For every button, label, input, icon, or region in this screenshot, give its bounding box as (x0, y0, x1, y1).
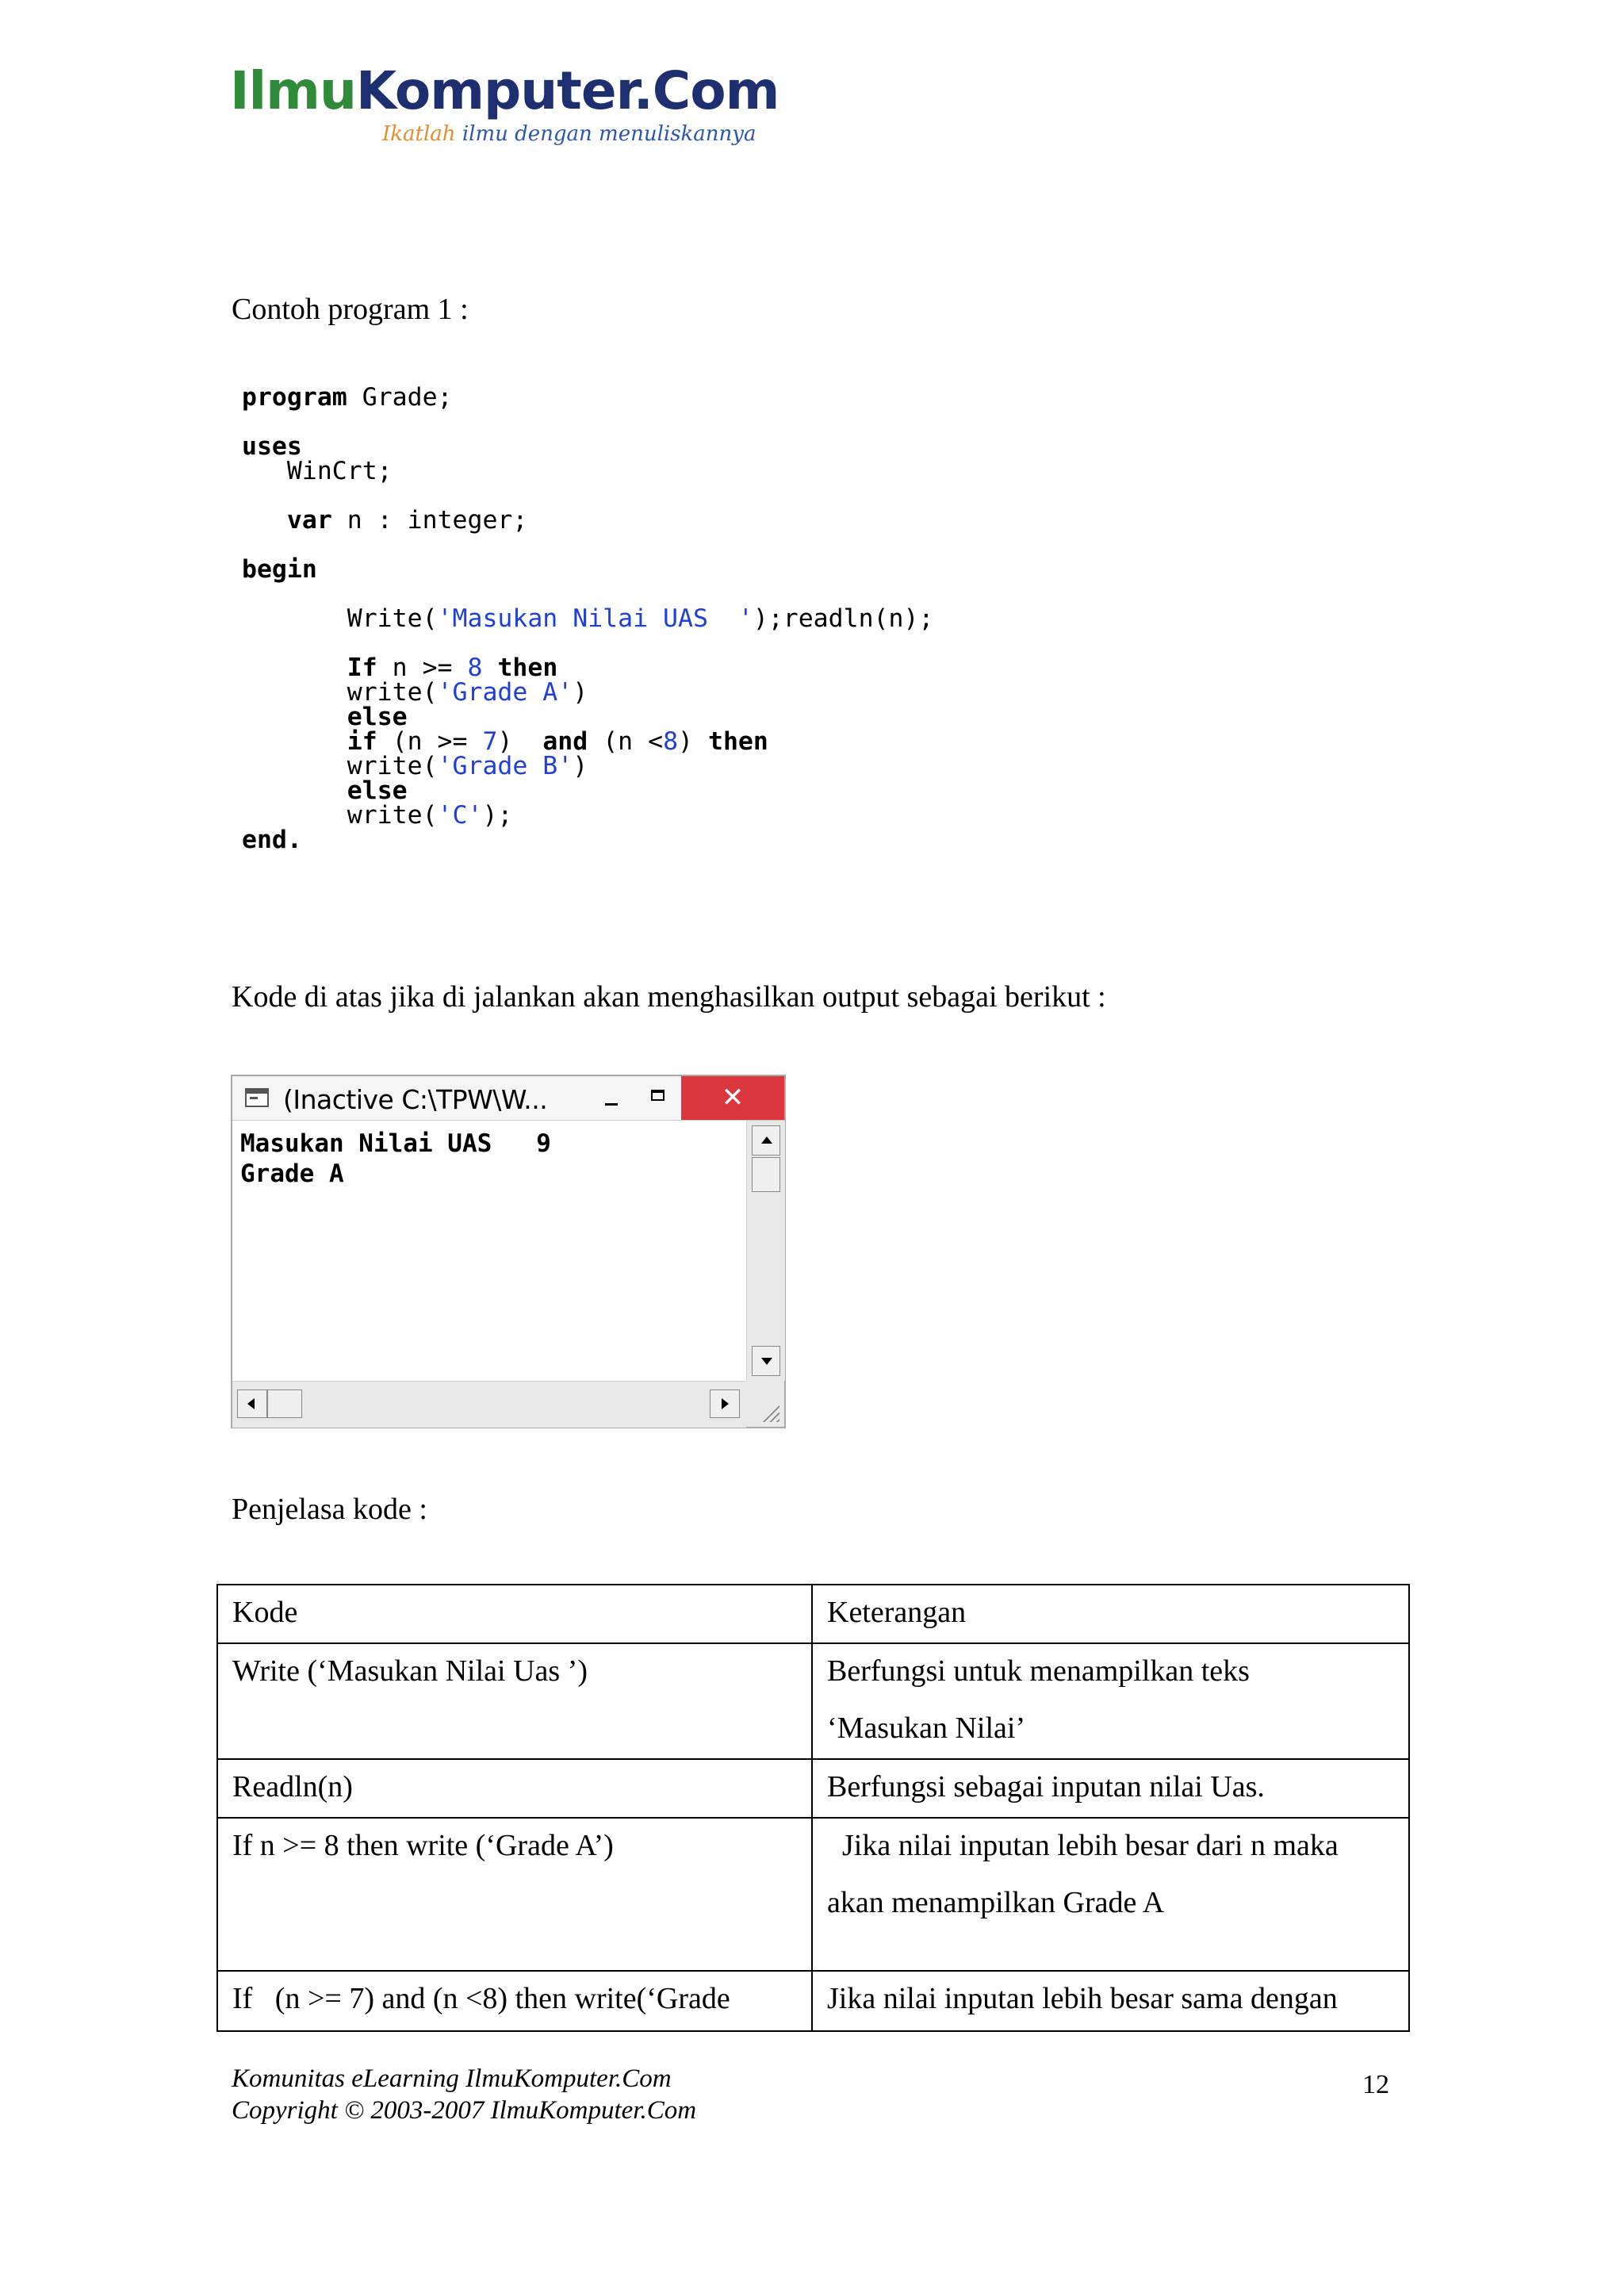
close-button[interactable] (681, 1076, 784, 1120)
code-text: ) (497, 727, 543, 756)
table-header-row (217, 1585, 1409, 1643)
cell-keterangan: Berfungsi untuk menampilkan teks ‘Masukan Nilai’ (827, 1654, 1250, 1745)
intro-label: Contoh program 1 : (232, 293, 469, 326)
code-text: (n < (588, 727, 664, 756)
code-keyword: end. (242, 826, 302, 854)
code-text: write( (242, 678, 438, 707)
explanation-label: Penjelasa kode : (232, 1493, 427, 1526)
cell-kode: If n >= 8 then write (‘Grade A’) (232, 1829, 614, 1862)
code-text: n : integer; (331, 506, 528, 535)
scroll-down-arrow-icon[interactable] (752, 1346, 780, 1376)
logo-tagline (382, 122, 756, 146)
vertical-scrollbar[interactable] (746, 1121, 785, 1381)
console-window (231, 1075, 786, 1428)
resize-grip-icon[interactable] (746, 1381, 784, 1427)
table-row (217, 1643, 1409, 1759)
code-number: 7 (482, 727, 498, 756)
horizontal-scrollbar[interactable] (232, 1381, 746, 1428)
footer-copyright: Copyright © 2003-2007 IlmuKomputer.Com (232, 2096, 697, 2125)
cell-kode: Readln(n) (232, 1770, 353, 1803)
table-row (217, 1759, 1409, 1818)
table-header-cell (217, 1585, 812, 1643)
cell-keterangan: Berfungsi sebagai inputan nilai Uas. (827, 1770, 1265, 1803)
horizontal-scroll-thumb[interactable] (267, 1389, 302, 1418)
explanation-table (216, 1584, 1410, 2032)
table-cell (217, 1643, 812, 1759)
code-indent (242, 506, 287, 535)
header-keterangan: Keterangan (827, 1596, 967, 1629)
site-logo (230, 60, 779, 160)
code-string: 'Grade A' (437, 678, 573, 707)
code-listing (242, 385, 933, 853)
code-string: 'Masukan Nilai UAS ' (437, 604, 753, 633)
code-text: ); (482, 801, 513, 830)
code-keyword: program (242, 383, 347, 412)
table-header-cell (812, 1585, 1409, 1643)
cell-keterangan: Jika nilai inputan lebih besar dari n maka akan menampilkan Grade A (827, 1829, 1339, 1919)
maximize-button[interactable] (635, 1076, 681, 1120)
code-text: n >= (377, 654, 468, 682)
code-text: (n >= (377, 727, 483, 756)
scroll-up-arrow-icon[interactable] (752, 1125, 780, 1156)
code-text: ) (573, 678, 588, 707)
code-text: ) (678, 727, 708, 756)
table-cell (812, 1818, 1409, 1971)
scroll-right-arrow-icon[interactable] (710, 1389, 740, 1418)
logo-title (230, 60, 779, 121)
code-keyword: begin (242, 555, 317, 584)
output-intro: Kode di atas jika di jalankan akan menghasilkan output sebagai berikut : (232, 980, 1106, 1014)
code-text: Write( (242, 604, 438, 633)
footer-community: Komunitas eLearning IlmuKomputer.Com (232, 2064, 672, 2093)
code-text: write( (242, 801, 438, 830)
code-keyword: else (347, 776, 408, 805)
logo-tagline-ikatlah: Ikatlah (382, 122, 462, 146)
close-icon: ✕ (721, 1082, 745, 1114)
code-keyword: uses (242, 432, 302, 461)
console-window-icon[interactable] (245, 1088, 269, 1107)
code-string: 'C' (437, 801, 483, 830)
console-titlebar[interactable] (232, 1076, 784, 1121)
console-output-text: Masukan Nilai UAS 9 Grade A (240, 1129, 551, 1188)
logo-title-ilmu: Ilmu (230, 60, 356, 121)
page-number: 12 (1362, 2070, 1389, 2099)
console-title: (Inactive C:\TPW\W... (283, 1084, 548, 1115)
table-cell (812, 1759, 1409, 1818)
table-row (217, 1818, 1409, 1971)
code-number: 8 (663, 727, 679, 756)
logo-tagline-rest: ilmu dengan menuliskannya (462, 122, 756, 146)
table-cell (217, 1818, 812, 1971)
code-text: ) (573, 752, 588, 780)
code-number: 8 (467, 654, 483, 682)
header-kode: Kode (232, 1596, 298, 1629)
code-keyword: var (286, 506, 332, 535)
code-text: write( (242, 752, 438, 780)
scroll-left-arrow-icon[interactable] (237, 1389, 267, 1418)
table-cell (217, 1759, 812, 1818)
code-text: );readln(n); (753, 604, 934, 633)
code-text: WinCrt; (242, 457, 393, 485)
code-keyword: then (497, 654, 558, 682)
code-keyword: If (347, 654, 377, 682)
cell-kode: Write (‘Masukan Nilai Uas ’) (232, 1654, 588, 1688)
code-keyword: and (542, 727, 588, 756)
code-keyword: else (347, 703, 408, 731)
code-string: 'Grade B' (437, 752, 573, 780)
table-row (217, 1971, 1409, 2031)
code-keyword: then (707, 727, 768, 756)
table-cell (812, 1971, 1409, 2031)
table-cell (812, 1643, 1409, 1759)
console-output-area[interactable] (232, 1121, 746, 1381)
code-keyword: if (347, 727, 377, 756)
cell-keterangan: Jika nilai inputan lebih besar sama dengan (827, 1982, 1338, 2015)
minimize-button[interactable] (588, 1076, 635, 1120)
cell-kode: If (n >= 7) and (n <8) then write(‘Grade (232, 1982, 730, 2015)
code-text: Grade; (347, 383, 453, 412)
table-cell (217, 1971, 812, 2031)
vertical-scroll-thumb[interactable] (752, 1157, 780, 1192)
logo-title-komputer: Komputer.Com (355, 60, 779, 121)
